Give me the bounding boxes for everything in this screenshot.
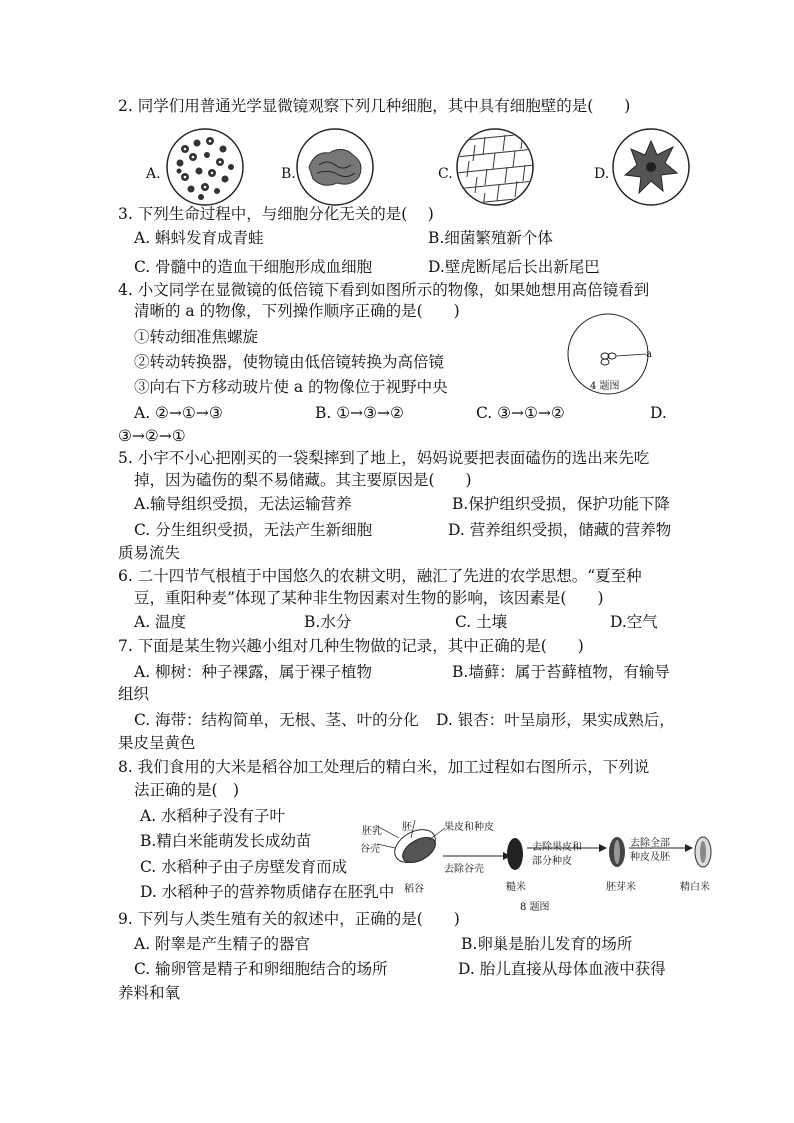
q9-option-a: A. 附睾是产生精子的器官 (134, 935, 311, 953)
label-daogu: 稻谷 (404, 884, 424, 895)
q7-option-c: C. 海带：结构简单，无根、茎、叶的分化 (134, 711, 419, 729)
q4-option-a: A. ②→①→③ (134, 404, 223, 422)
q6-option-a: A. 温度 (134, 613, 187, 631)
q7-option-d-continued: 果皮呈黄色 (118, 734, 196, 752)
q5-option-b: B.保护组织受损，保护功能下降 (452, 495, 670, 513)
label-peiyami: 胚芽米 (606, 882, 636, 893)
q4-step-2: ②转动转换器，使物镜由低倍镜转换为高倍镜 (134, 353, 445, 371)
q8-stem-line2: 法正确的是( ) (134, 781, 240, 799)
q6-stem-line1: 6. 二十四节气根植于中国悠久的农耕文明，融汇了先进的农学思想。“夏至种 (118, 567, 642, 585)
cell-image-a (165, 127, 245, 207)
q3-option-b: B.细菌繁殖新个体 (428, 229, 553, 247)
q9-stem: 9. 下列与人类生殖有关的叙述中，正确的是( ) (118, 910, 460, 928)
q4-figure-caption: 4 题图 (590, 381, 620, 392)
label-jingbaimi: 精白米 (680, 882, 710, 893)
label-pei: 胚 (402, 822, 412, 833)
q4-option-c: C. ③→①→② (476, 404, 565, 422)
q8-stem-line1: 8. 我们食用的大米是稻谷加工处理后的精白米，加工过程如右图所示，下列说 (118, 758, 650, 776)
label-qu2a: 去除全部 (630, 838, 670, 849)
label-guke: 谷壳 (360, 844, 380, 855)
label-peiru: 胚乳 (362, 826, 382, 837)
q8-option-a: A. 水稻种子没有子叶 (140, 807, 286, 825)
q9-option-d: D. 胎儿直接从母体血液中获得 (458, 960, 666, 978)
q8-figure-caption: 8 题图 (520, 902, 550, 913)
q4-step-3: ③向右下方移动玻片使 a 的物像位于视野中央 (134, 378, 448, 396)
q3-option-c: C. 骨髓中的造血干细胞形成血细胞 (134, 258, 373, 276)
q5-stem-line2: 掉，因为磕伤的梨不易储藏。其主要原因是( ) (134, 471, 472, 489)
q4-option-b: B. ①→③→② (315, 404, 404, 422)
label-qu1a: 去除果皮和 (532, 842, 582, 853)
q6-stem-line2: 豆，重阳种麦”体现了某种非生物因素对生物的影响，该因素是( ) (134, 589, 604, 607)
q5-option-d-continued: 质易流失 (118, 544, 181, 562)
q4-stem-line2: 清晰的 a 的物像，下列操作顺序正确的是( ) (134, 302, 460, 320)
q3-option-a: A. 蝌蚪发育成青蛙 (134, 229, 264, 247)
label-caomi: 糙米 (506, 882, 526, 893)
q3-stem: 3. 下列生命过程中，与细胞分化无关的是( ) (118, 205, 434, 223)
q7-option-b-continued: 组织 (118, 685, 150, 703)
label-guopi: 果皮和种皮 (444, 822, 494, 833)
q6-option-b: B.水分 (304, 613, 352, 631)
q4-figure-label-a: a (646, 349, 652, 360)
q4-option-d: D. (650, 404, 667, 422)
q6-option-d: D.空气 (610, 613, 658, 631)
q9-option-c: C. 输卵管是精子和卵细胞结合的场所 (134, 960, 388, 978)
q7-option-d: D. 银杏：叶呈扇形，果实成熟后， (436, 711, 675, 729)
q8-option-b: B.精白米能萌发长成幼苗 (140, 832, 312, 850)
q2-option-d-label: D. (594, 166, 610, 182)
cell-image-b (295, 127, 375, 207)
label-qu2b: 种皮及胚 (630, 852, 670, 863)
q6-option-c: C. 土壤 (455, 613, 508, 631)
q4-stem-line1: 4. 小文同学在显微镜的低倍镜下看到如图所示的物像，如果她想用高倍镜看到 (118, 281, 650, 299)
q4-option-d-continued: ③→②→① (118, 427, 186, 445)
q3-option-d: D.壁虎断尾后长出新尾巴 (428, 258, 600, 276)
cell-image-d (611, 127, 691, 207)
q5-option-c: C. 分生组织受损，无法产生新细胞 (134, 521, 373, 539)
q7-option-b: B.墙藓：属于苔藓植物，有输导 (452, 663, 670, 681)
q8-option-d: D. 水稻种子的营养物质储存在胚乳中 (140, 883, 395, 901)
q9-option-d-continued: 养料和氧 (118, 984, 181, 1002)
q9-option-b: B.卵巢是胎儿发育的场所 (461, 935, 633, 953)
q2-stem: 2. 同学们用普通光学显微镜观察下列几种细胞，其中具有细胞壁的是( ) (118, 97, 631, 115)
label-qu1b: 部分种皮 (532, 856, 572, 867)
q7-option-a: A. 柳树：种子裸露，属于裸子植物 (134, 663, 373, 681)
q2-option-b-label: B. (281, 166, 296, 182)
cell-image-c (455, 127, 535, 207)
q7-stem: 7. 下面是某生物兴趣小组对几种生物做的记录，其中正确的是( ) (118, 637, 584, 655)
q2-option-c-label: C. (438, 166, 453, 182)
q5-stem-line1: 5. 小宇不小心把刚买的一袋梨摔到了地上，妈妈说要把表面磕伤的选出来先吃 (118, 449, 650, 467)
q5-option-a: A.输导组织受损，无法运输营养 (134, 495, 352, 513)
q2-option-a-label: A. (146, 166, 161, 182)
q8-option-c: C. 水稻种子由子房壁发育而成 (140, 858, 348, 876)
label-qugu: 去除谷壳 (444, 864, 484, 875)
q5-option-d: D. 营养组织受损，储藏的营养物 (448, 521, 672, 539)
q4-step-1: ①转动细准焦螺旋 (134, 328, 259, 346)
